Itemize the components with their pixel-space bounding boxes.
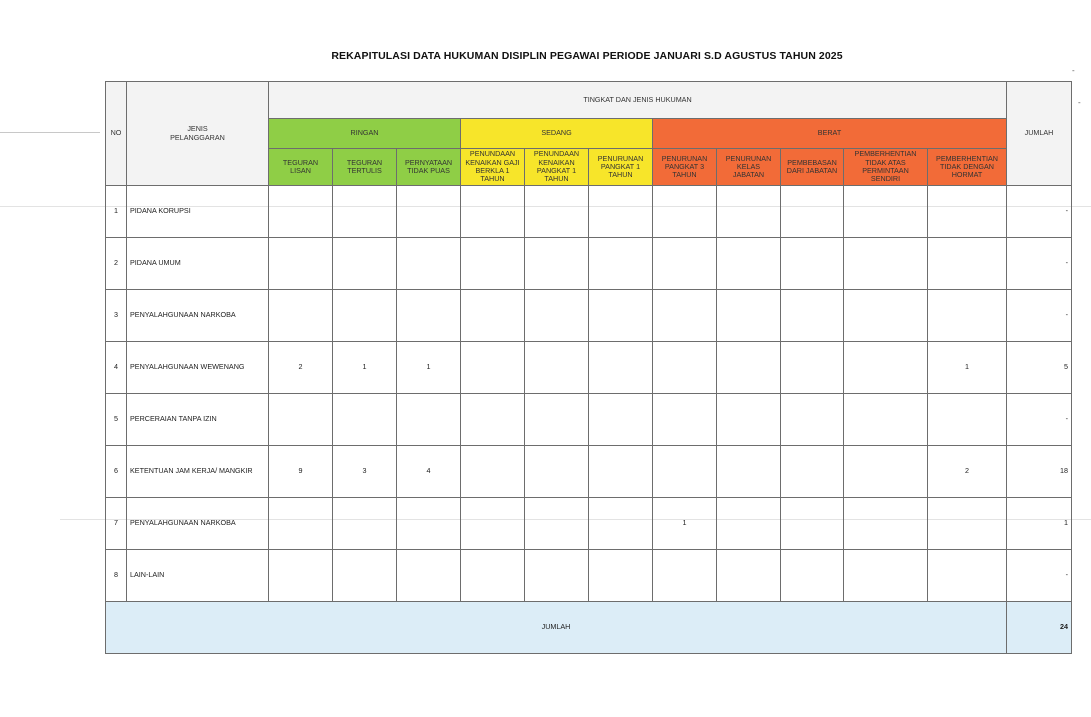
col-pemberhentian-tidak-hormat [928,149,1007,186]
row-count-cell [589,394,653,446]
total-value: 24 [1007,602,1072,654]
row-count-cell [525,550,589,602]
group-ringan: RINGAN [269,119,461,149]
row-count-cell [781,238,844,290]
row-count-cell [928,498,1007,550]
col-label: PENURUNAN PANGKAT 3 TAHUN [661,153,708,180]
row-count-cell [844,394,928,446]
row-count-cell [589,342,653,394]
table-row [106,238,1072,290]
row-count-cell [653,550,717,602]
row-count-cell [333,186,397,238]
header-no: NO [106,82,127,186]
row-no: 2 [106,238,127,290]
row-count-cell [928,290,1007,342]
row-count-cell [589,446,653,498]
col-label: PEMBERHENTIAN TIDAK DENGAN HORMAT [936,153,998,180]
col-teguran-lisan [269,149,333,186]
col-label: PERNYATAAN TIDAK PUAS [404,157,453,175]
row-count-cell [781,290,844,342]
row-count-cell [461,290,525,342]
row-count-cell [844,498,928,550]
row-count-cell [333,238,397,290]
col-label: PEMBEBASAN DARI JABATAN [786,157,838,175]
row-count-cell [269,394,333,446]
col-label: PENURUNAN KELAS JABATAN [725,153,772,180]
disciplinary-recap-table [105,81,1072,654]
row-count-cell [928,238,1007,290]
row-count-cell [717,394,781,446]
row-count-cell [461,550,525,602]
row-count-cell [653,186,717,238]
row-count-cell [589,498,653,550]
row-count-cell [525,394,589,446]
header-jenis-label: JENIS PELANGGARAN [170,124,225,142]
row-count-cell [781,550,844,602]
row-count-cell [844,550,928,602]
row-count-cell: 9 [269,446,333,498]
row-jenis-pelanggaran: PENYALAHGUNAAN NARKOBA [127,498,269,550]
row-no: 8 [106,550,127,602]
group-berat: BERAT [653,119,1007,149]
col-label: PENUNDAAN KENAIKAN PANGKAT 1 TAHUN [533,149,580,184]
row-count-cell [781,498,844,550]
row-count-cell [397,394,461,446]
row-count-cell [269,186,333,238]
row-count-cell [333,290,397,342]
row-count-cell [461,238,525,290]
row-count-cell [525,342,589,394]
row-count-cell [461,342,525,394]
row-count-cell [589,238,653,290]
row-count-cell [653,394,717,446]
row-no: 7 [106,498,127,550]
row-count-cell [525,290,589,342]
table-row [106,498,1072,550]
row-jumlah: 5 [1007,342,1072,394]
row-no: 4 [106,342,127,394]
row-count-cell [589,550,653,602]
row-count-cell [269,550,333,602]
row-count-cell [928,550,1007,602]
row-count-cell [717,342,781,394]
row-count-cell [461,498,525,550]
row-count-cell [781,342,844,394]
row-count-cell [397,186,461,238]
row-jumlah: 18 [1007,446,1072,498]
row-jumlah: - [1007,186,1072,238]
col-label: PEMBERHENTIAN TIDAK ATAS PERMINTAAN SENDIRI [854,149,917,184]
row-jumlah: - [1007,290,1072,342]
row-count-cell [525,498,589,550]
col-penundaan-gaji [461,149,525,186]
col-penurunan-pangkat-3 [653,149,717,186]
row-count-cell [333,550,397,602]
row-count-cell [781,394,844,446]
row-count-cell [653,290,717,342]
row-count-cell [717,290,781,342]
row-count-cell [781,186,844,238]
table-row [106,446,1072,498]
table-row [106,342,1072,394]
table-row [106,394,1072,446]
row-count-cell [717,238,781,290]
header-jumlah: JUMLAH [1007,82,1072,186]
row-no: 6 [106,446,127,498]
row-count-cell [844,290,928,342]
row-count-cell [333,498,397,550]
row-count-cell [525,238,589,290]
row-count-cell [525,446,589,498]
row-count-cell [269,498,333,550]
col-penurunan-pangkat-1 [589,149,653,186]
row-count-cell [589,186,653,238]
col-pemberhentian-tidak-atas-permintaan [844,149,928,186]
row-count-cell: 1 [653,498,717,550]
row-jenis-pelanggaran: PENYALAHGUNAAN WEWENANG [127,342,269,394]
row-count-cell [397,498,461,550]
group-sedang: SEDANG [461,119,653,149]
col-penundaan-pangkat [525,149,589,186]
row-jenis-pelanggaran: PERCERAIAN TANPA IZIN [127,394,269,446]
row-jenis-pelanggaran: KETENTUAN JAM KERJA/ MANGKIR [127,446,269,498]
table-row [106,550,1072,602]
row-count-cell: 1 [397,342,461,394]
row-count-cell [525,186,589,238]
row-count-cell [589,290,653,342]
row-count-cell [461,394,525,446]
row-count-cell [844,238,928,290]
row-no: 5 [106,394,127,446]
row-count-cell [717,446,781,498]
row-count-cell: 1 [928,342,1007,394]
row-count-cell [269,290,333,342]
row-jumlah: - [1007,394,1072,446]
row-count-cell [928,186,1007,238]
row-count-cell [717,550,781,602]
header-tingkat-jenis-hukuman: TINGKAT DAN JENIS HUKUMAN [269,82,1007,119]
row-count-cell [928,394,1007,446]
col-label: PENURUNAN PANGKAT 1 TAHUN [597,153,644,180]
row-count-cell [844,342,928,394]
col-teguran-tertulis [333,149,397,186]
page-title: REKAPITULASI DATA HUKUMAN DISIPLIN PEGAWAI PERIODE JANUARI S.D AGUSTUS TAHUN 2025 [331,50,843,62]
row-jenis-pelanggaran: PENYALAHGUNAAN NARKOBA [127,290,269,342]
row-no: 1 [106,186,127,238]
col-penurunan-kelas-jabatan [717,149,781,186]
row-count-cell [653,446,717,498]
row-count-cell [333,394,397,446]
row-count-cell [781,446,844,498]
row-count-cell: 4 [397,446,461,498]
row-count-cell [461,186,525,238]
row-no: 3 [106,290,127,342]
row-count-cell: 2 [269,342,333,394]
total-row [106,602,1072,654]
col-label: TEGURAN LISAN [282,157,319,175]
table-row [106,186,1072,238]
header-row-1 [106,82,1072,119]
row-count-cell [397,290,461,342]
row-count-cell [844,186,928,238]
header-jenis-pelanggaran [127,82,269,186]
row-jumlah: - [1007,238,1072,290]
row-count-cell [461,446,525,498]
scan-artifact-mark: - [1078,98,1081,107]
row-count-cell [844,446,928,498]
row-count-cell [653,238,717,290]
scan-artifact-line [0,132,100,133]
table-row [106,290,1072,342]
row-count-cell [269,238,333,290]
row-jumlah: 1 [1007,498,1072,550]
row-jumlah: - [1007,550,1072,602]
table-body [106,186,1072,602]
col-label: PENUNDAAN KENAIKAN GAJI BERKLA 1 TAHUN [465,149,520,184]
row-count-cell [397,238,461,290]
total-label: JUMLAH [106,602,1007,654]
row-count-cell [653,342,717,394]
row-count-cell [397,550,461,602]
row-jenis-pelanggaran: LAIN-LAIN [127,550,269,602]
row-jenis-pelanggaran: PIDANA UMUM [127,238,269,290]
col-pembebasan-jabatan [781,149,844,186]
row-jenis-pelanggaran: PIDANA KORUPSI [127,186,269,238]
row-count-cell: 1 [333,342,397,394]
col-pernyataan-tidak-puas [397,149,461,186]
row-count-cell [717,186,781,238]
col-label: TEGURAN TERTULIS [346,157,383,175]
row-count-cell: 3 [333,446,397,498]
row-count-cell: 2 [928,446,1007,498]
row-count-cell [717,498,781,550]
scan-artifact-mark: - [1072,66,1075,75]
